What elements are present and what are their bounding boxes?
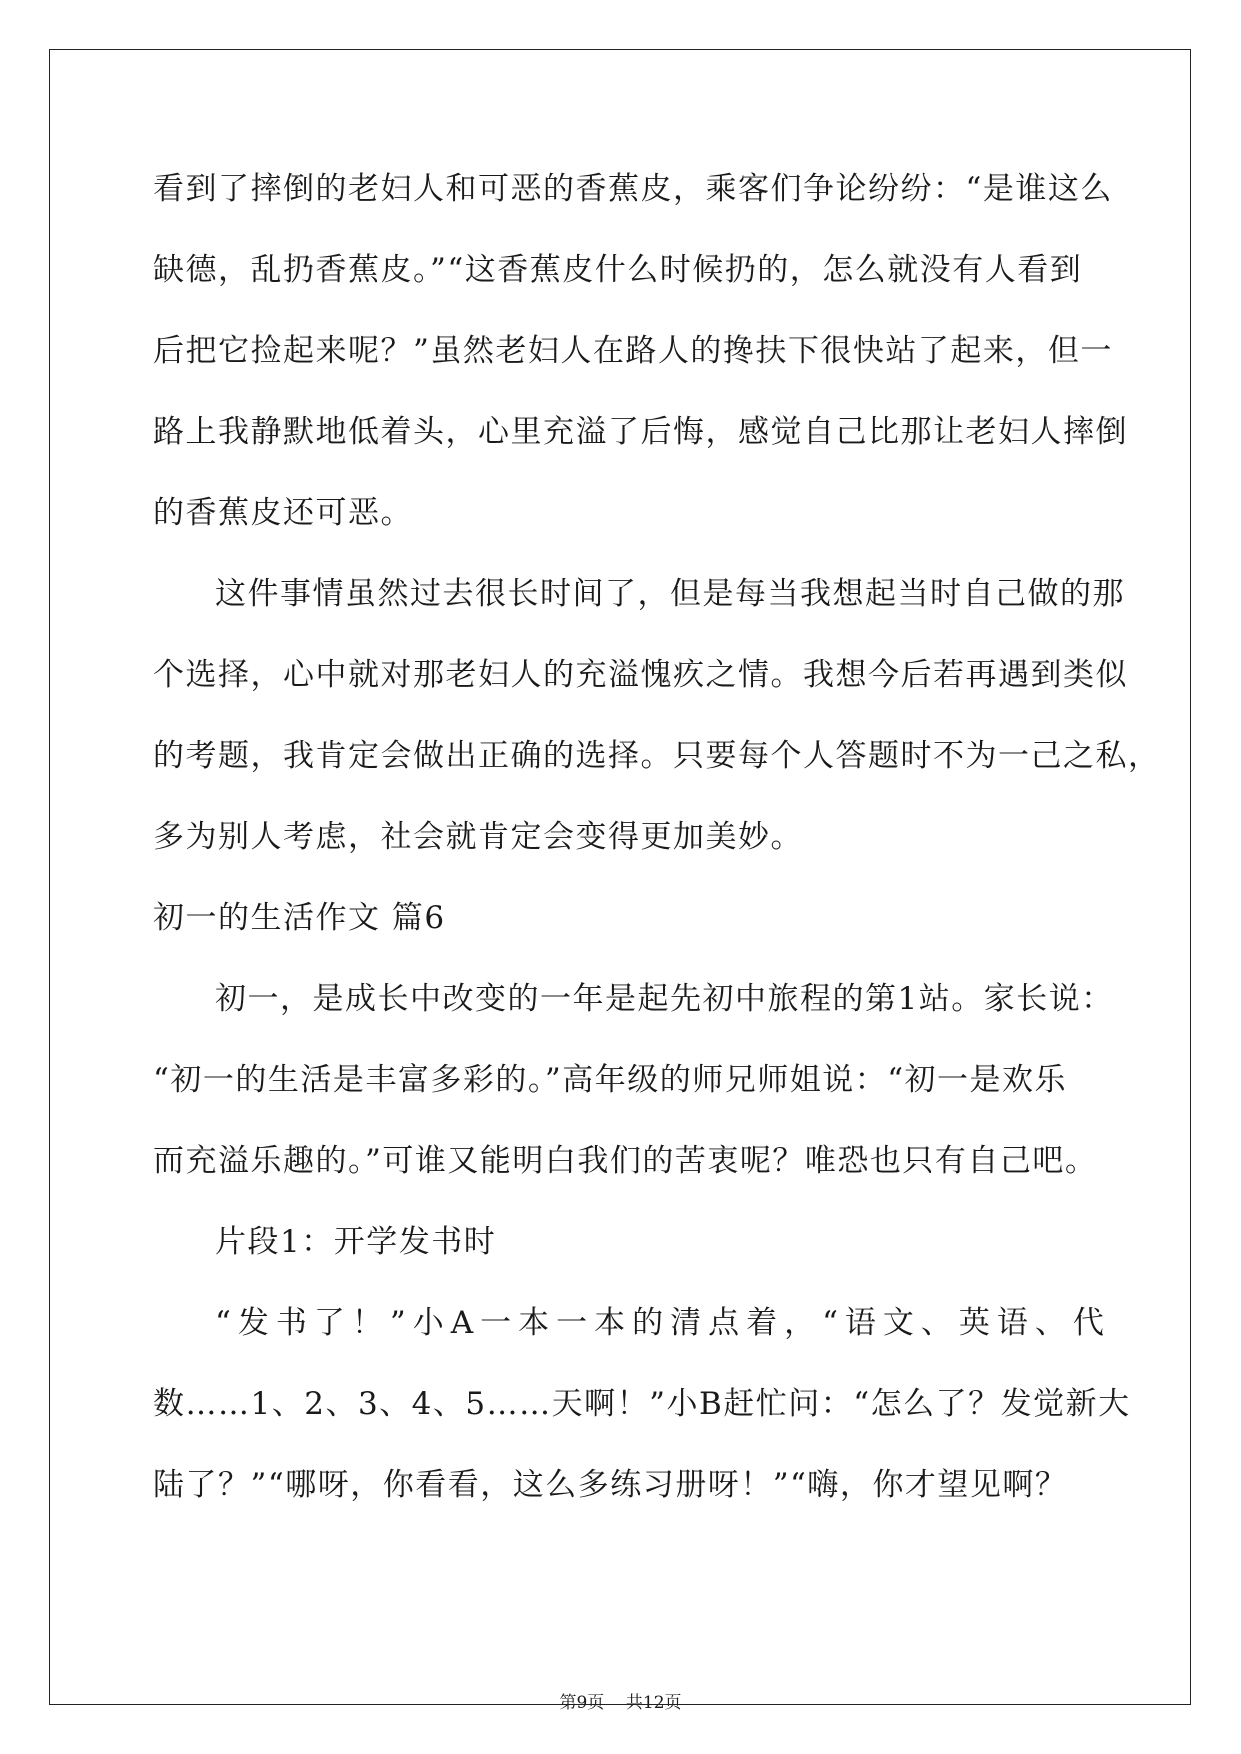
text-line-9: 多为别人考虑，社会就肯定会变得更加美妙。 <box>153 819 803 855</box>
text-line-7: 个选择，心中就对那老妇人的充溢愧疚之情。我想今后若再遇到类似 <box>153 657 1128 693</box>
page-number-footer: 第9页 共12页 <box>559 1693 682 1713</box>
text-line-13: 而充溢乐趣的。”可谁又能明白我们的苦衷呢？唯恐也只有自己吧。 <box>153 1143 1098 1179</box>
text-line-4: 路上我静默地低着头，心里充溢了后悔，感觉自己比那让老妇人摔倒 <box>153 414 1128 450</box>
text-line-12: “初一的生活是丰富多彩的。”高年级的师兄师姐说：“初一是欢乐 <box>153 1062 1068 1098</box>
subheading-fragment-1: 片段1：开学发书时 <box>215 1224 497 1260</box>
text-line-5: 的香蕉皮还可恶。 <box>153 495 413 531</box>
text-line-15: “发书了！”小A一本一本的清点着，“语文、英语、代 <box>215 1305 1111 1341</box>
text-line-2: 缺德，乱扔香蕉皮。”“这香蕉皮什么时候扔的，怎么就没有人看到 <box>153 252 1083 288</box>
text-line-16: 数……1、2、3、4、5……天啊！”小B赶忙问：“怎么了？发觉新大 <box>153 1386 1131 1422</box>
page-border <box>49 49 1191 1705</box>
text-line-6: 这件事情虽然过去很长时间了，但是每当我想起当时自己做的那 <box>215 576 1125 612</box>
text-line-8: 的考题，我肯定会做出正确的选择。只要每个人答题时不为一己之私， <box>153 738 1161 774</box>
text-line-3: 后把它捡起来呢？”虽然老妇人在路人的搀扶下很快站了起来，但一 <box>153 333 1113 369</box>
text-line-11: 初一，是成长中改变的一年是起先初中旅程的第1站。家长说： <box>215 981 1114 1017</box>
text-line-17: 陆了？”“哪呀，你看看，这么多练习册呀！”“嗨，你才望见啊？ <box>153 1467 1068 1503</box>
section-heading: 初一的生活作文 篇6 <box>153 900 446 936</box>
text-line-1: 看到了摔倒的老妇人和可恶的香蕉皮，乘客们争论纷纷：“是谁这么 <box>153 171 1113 207</box>
